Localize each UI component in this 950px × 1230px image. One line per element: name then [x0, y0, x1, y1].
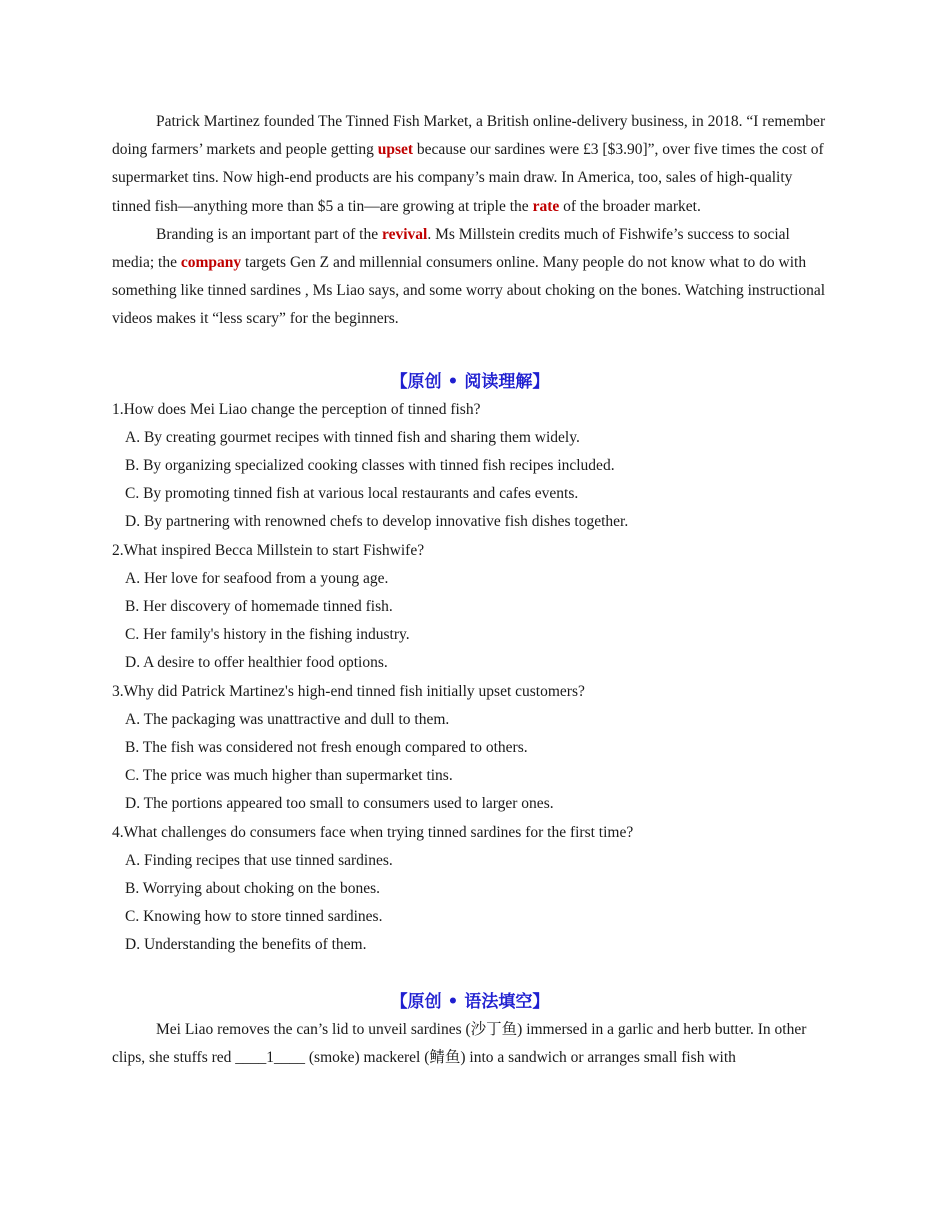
passage-text: targets Gen Z and millennial consumers online. Many people do not know what to do with something like tinned sardines , Ms Liao says, and some worry about choking on the bones. Watching instructional videos makes it “less scary” for the beginners.	[112, 254, 826, 328]
option-c: C. Knowing how to store tinned sardines.	[125, 908, 383, 926]
passage-text: . Ms Millstein credits much of Fishwife’s success to social media; the	[112, 225, 790, 272]
option-a: A. Finding recipes that use tinned sardines.	[125, 851, 393, 869]
document-page	[112, 108, 828, 1072]
highlight-word-revival: revival	[382, 225, 428, 243]
highlight-word-company: company	[180, 254, 242, 272]
option-d: D. The portions appeared too small to consumers used to larger ones.	[125, 795, 554, 813]
option-b: B. Worrying about choking on the bones.	[125, 880, 381, 898]
option-c: C. The price was much higher than supermarket tins.	[125, 767, 453, 785]
option-a: A. By creating gourmet recipes with tinned fish and sharing them widely.	[125, 428, 580, 446]
passage-text: Patrick Martinez founded The Tinned Fish Market, a British online-delivery business, in 2018. “I remember doing farmers’ markets and people getting	[112, 113, 826, 159]
option-d: D. Understanding the benefits of them.	[125, 936, 367, 954]
question-1	[112, 396, 828, 537]
option-d: D. A desire to offer healthier food options.	[125, 654, 388, 672]
highlight-word-rate: rate	[532, 197, 560, 215]
highlight-word-upset: upset	[377, 141, 414, 159]
passage-paragraph-1	[112, 108, 828, 221]
reading-section-title: 【原创 • 阅读理解】	[390, 371, 550, 392]
option-b: B. Her discovery of homemade tinned fish.	[125, 598, 393, 616]
passage-text: because our sardines were £3 [$3.90]”, over five times the cost of supermarket tins. Now high-end products are his company’s main draw. In America, too, sales of high-quality tinned fish—anything more than $5 a tin—are growing at triple the	[112, 141, 824, 215]
question-4	[112, 819, 828, 960]
passage-paragraph-2	[112, 221, 828, 334]
grammar-section-title: 【原创 • 语法填空】	[390, 991, 550, 1012]
grammar-paragraph: Mei Liao removes the can’s lid to unveil sardines (沙丁鱼) immersed in a garlic and herb butter. In other clips, she stuffs red ____1____ (smoke) mackerel (鲭鱼) into a sandwich or arranges small fish with	[112, 1020, 807, 1066]
question-text: 4.What challenges do consumers face when trying tinned sardines for the first time?	[112, 823, 634, 841]
passage-text: of the broader market.	[559, 197, 701, 215]
question-2	[112, 537, 828, 678]
question-text: 3.Why did Patrick Martinez's high-end tinned fish initially upset customers?	[112, 682, 585, 700]
option-a: A. Her love for seafood from a young age.	[125, 569, 389, 587]
option-c: C. Her family's history in the fishing industry.	[125, 626, 410, 644]
option-c: C. By promoting tinned fish at various local restaurants and cafes events.	[125, 485, 579, 503]
passage-text: Branding is an important part of the	[156, 225, 382, 243]
option-a: A. The packaging was unattractive and dull to them.	[125, 710, 450, 728]
question-text: 1.How does Mei Liao change the perception of tinned fish?	[112, 400, 481, 418]
question-3	[112, 678, 828, 819]
option-b: B. By organizing specialized cooking classes with tinned fish recipes included.	[125, 457, 615, 475]
option-b: B. The fish was considered not fresh enough compared to others.	[125, 739, 528, 757]
question-text: 2.What inspired Becca Millstein to start Fishwife?	[112, 541, 425, 559]
option-d: D. By partnering with renowned chefs to develop innovative fish dishes together.	[125, 513, 629, 531]
